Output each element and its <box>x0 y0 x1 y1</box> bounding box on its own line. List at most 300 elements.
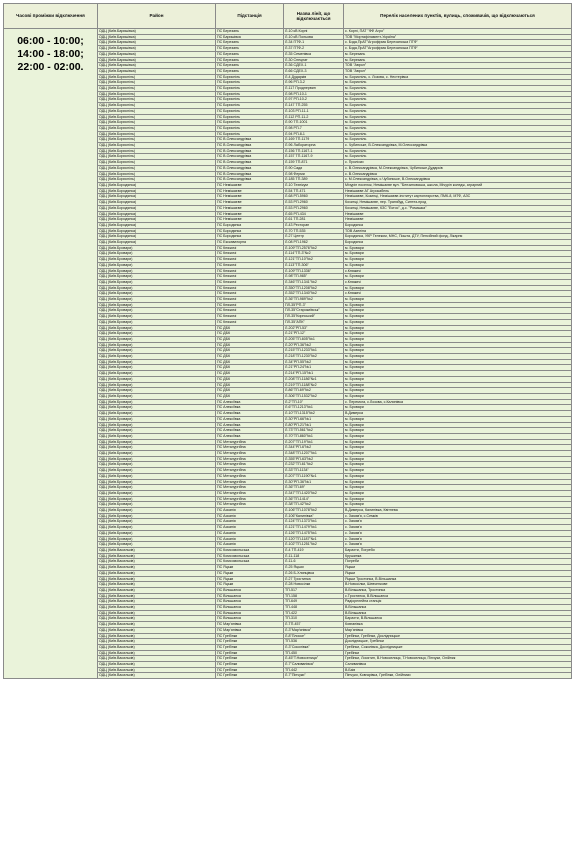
cell-district: ОДЦ (Київ.Бориспіль) <box>98 103 216 109</box>
cell-district: ОДЦ (Київ.Бровари) <box>98 268 216 274</box>
cell-list: м. Бориспіль <box>344 97 572 103</box>
cell-line: Л-90 ТП-1001 <box>284 120 344 126</box>
cell-substation: ПС Асканія <box>216 513 284 519</box>
cell-list: м. Бровари <box>344 302 572 308</box>
cell-line: Л-36"ТП-69" <box>284 485 344 491</box>
cell-substation: ПС Асканія <box>216 519 284 525</box>
cell-district: ОДЦ (Київ.Бориспіль) <box>98 137 216 143</box>
outage-schedule <box>3 3 571 679</box>
cell-substation: ПС Княжичі <box>216 245 284 251</box>
cell-line: ПЛ-35"Кирпський" <box>284 314 344 320</box>
cell-line: Л-347"ТП-1420"№2 <box>284 490 344 496</box>
cell-district: ОДЦ (Київ.Бровари) <box>98 308 216 314</box>
cell-list: м. Бориспіль <box>344 125 572 131</box>
cell-substation: ПС Бориспіль <box>216 80 284 86</box>
cell-district: ОДЦ (Київ.Бориспіль) <box>98 165 216 171</box>
cell-list: м. Бровари <box>344 336 572 342</box>
cell-district: ОДЦ (Київ.Бровари) <box>98 285 216 291</box>
cell-district: ОДЦ (Київ.Бровари) <box>98 502 216 508</box>
cell-list: м. Бориспіль <box>344 120 572 126</box>
cell-line: Л-11-118 <box>284 553 344 559</box>
cell-substation: ПС Немішаєве <box>216 217 284 223</box>
cell-line: Л-106"Калинівка" <box>284 513 344 519</box>
cell-substation: ПС Немішаєве <box>216 211 284 217</box>
cell-line: Л-10 кВ Польова <box>284 34 344 40</box>
cell-line: Л-218"ТП-1230"№2 <box>284 354 344 360</box>
cell-list: м. Бровари <box>344 479 572 485</box>
cell-list: с. Бзда,ПрАТ"Агрофірма Березанська ПТФ" <box>344 40 572 46</box>
cell-district: ОДЦ (Київ.Васильків) <box>98 622 216 628</box>
cell-line: Л-103 РП-11-1 <box>284 108 344 114</box>
cell-list: Гребінки, Гребінки, Дослідницьке <box>344 633 572 639</box>
cell-district: ОДЦ (Київ.Бориспіль) <box>98 80 216 86</box>
cell-list: м. Бровари <box>344 382 572 388</box>
cell-line: Л-215"ТП-1233"№1 <box>284 348 344 354</box>
cell-line: Л-4 Дударків <box>284 74 344 80</box>
cell-substation: ПС ДБК <box>216 382 284 388</box>
cell-substation: ПС Металургійна <box>216 445 284 451</box>
cell-list: Мічурін поселок, Немішаєве вул. "Бензиновська, школа, Мічурін коледж, аграрний <box>344 182 572 188</box>
cell-line: Л-109"ТП-1336" <box>284 268 344 274</box>
cell-list: с. Зазим'я, с.Семків <box>344 513 572 519</box>
cell-substation: ПС Княжичі <box>216 279 284 285</box>
cell-line: Л-70 ТП-535 <box>284 228 344 234</box>
cell-district: ОДЦ (Київ.Бориспіль) <box>98 108 216 114</box>
cell-list: В.Бзів <box>344 667 572 673</box>
cell-district: ОДЦ (Київ.Васильків) <box>98 627 216 633</box>
cell-substation: ПС Княжичі <box>216 251 284 257</box>
cell-list: м. Бровари <box>344 473 572 479</box>
cell-line: ТП-448 <box>284 605 344 611</box>
header-row <box>4 4 572 29</box>
cell-line: Л-106"ТП-1078"№2 <box>284 508 344 514</box>
cell-district: ОДЦ (Київ.Бровари) <box>98 525 216 531</box>
header-list: Перелік населених пунктів, вулиць, споживачів, що відключаються <box>344 4 572 29</box>
cell-line: Л-205"ТП-605"№1 <box>284 336 344 342</box>
cell-district: ОДЦ (Київ.Бровари) <box>98 348 216 354</box>
cell-list: Барахти, В.Вільшанка <box>344 616 572 622</box>
cell-district: ОДЦ (Київ.Баришівка) <box>98 29 216 35</box>
cell-district: ОДЦ (Київ.Бровари) <box>98 542 216 548</box>
cell-line: Л-27 Центр <box>284 234 344 240</box>
cell-line: Л-96 РП-3-2 <box>284 80 344 86</box>
cell-list: с. Зазим'я <box>344 536 572 542</box>
cell-line: Л-6"ТП-1213"№1 <box>284 405 344 411</box>
cell-line: Л-36"ТП-1414" <box>284 496 344 502</box>
cell-district: ОДЦ (Київ.Васильків) <box>98 644 216 650</box>
cell-substation: ПС Гребінки <box>216 656 284 662</box>
cell-list: м. Бориспіль <box>344 137 572 143</box>
cell-line: Л-43 Ресторан <box>284 222 344 228</box>
cell-substation: ПС Княжичі <box>216 274 284 280</box>
cell-district: ОДЦ (Київ.Бровари) <box>98 411 216 417</box>
time-slot: 22:00 - 02:00. <box>17 61 84 73</box>
cell-list: В.Вільшанка, Тростинка <box>344 587 572 593</box>
cell-line: Л-37 ПТФ-2 <box>284 46 344 52</box>
cell-line: Л-120"ТП-1187"№1 <box>284 536 344 542</box>
cell-district: ОДЦ (Київ.Бровари) <box>98 336 216 342</box>
cell-list: м. Бровари <box>344 342 572 348</box>
table-body <box>4 29 572 679</box>
cell-district: ОДЦ (Київ.Бровари) <box>98 325 216 331</box>
cell-list: Мар'янівка <box>344 627 572 633</box>
cell-district: ОДЦ (Київ.Бровари) <box>98 416 216 422</box>
cell-district: ОДЦ (Київ.Васильків) <box>98 605 216 611</box>
cell-district: ОДЦ (Київ.Васильків) <box>98 673 216 679</box>
cell-substation: ПС Гребінки <box>216 633 284 639</box>
cell-substation: ПС Вільшанка <box>216 599 284 605</box>
cell-line: Л-54 ТП-471 <box>284 188 344 194</box>
cell-district: ОДЦ (Київ.Бориспіль) <box>98 91 216 97</box>
cell-list: м. Бровари <box>344 468 572 474</box>
cell-list: м. Бориспіль <box>344 148 572 154</box>
cell-list: Козинці, Немішаєве, пер. Транзбуд, Синтез-прод <box>344 200 572 206</box>
cell-substation: ПС ДБК <box>216 394 284 400</box>
cell-district: ОДЦ (Київ.Бровари) <box>98 376 216 382</box>
cell-substation: ПС Березань <box>216 63 284 69</box>
cell-line: ТП-517 <box>284 587 344 593</box>
cell-list: м. Бровари <box>344 285 572 291</box>
cell-line: Л-207"ТП-1190"№1 <box>284 473 344 479</box>
cell-substation: ПС Асканія <box>216 525 284 531</box>
cell-line: Л-94 РП-8-1 <box>284 131 344 137</box>
cell-list: Ковганівка <box>344 622 572 628</box>
cell-list: м. Бровари <box>344 496 572 502</box>
cell-district: ОДЦ (Київ.Бородянка) <box>98 188 216 194</box>
cell-line: ПЛ-35"АПК" <box>284 319 344 325</box>
cell-line: Л-66 СДЕХ-3 <box>284 68 344 74</box>
cell-line: ПЛ-35"РП-3" <box>284 302 344 308</box>
cell-district: ОДЦ (Київ.Бровари) <box>98 456 216 462</box>
cell-list: м. Бориспіль <box>344 131 572 137</box>
cell-district: ОДЦ (Київ.Бориспіль) <box>98 143 216 149</box>
cell-district: ОДЦ (Київ.Васильків) <box>98 667 216 673</box>
cell-list: м. Березань <box>344 51 572 57</box>
cell-list: м. Бровари <box>344 451 572 457</box>
cell-substation: ПС Алексіївка <box>216 416 284 422</box>
cell-line: Л-117 Проднервин <box>284 86 344 92</box>
cell-list: м. Бровари <box>344 325 572 331</box>
cell-line: Л-28 Новосілки <box>284 582 344 588</box>
cell-district: ОДЦ (Київ.Бровари) <box>98 245 216 251</box>
cell-substation: ПС Княжичі <box>216 291 284 297</box>
time-slot: 14:00 - 18:00; <box>17 48 84 60</box>
cell-substation: ПС Алексіївка <box>216 411 284 417</box>
cell-line: ТП-158 <box>284 593 344 599</box>
cell-line: Л-10 Технікум <box>284 182 344 188</box>
cell-substation: ПС Березань <box>216 51 284 57</box>
cell-line: Л-102"ТП-1251"№2 <box>284 542 344 548</box>
cell-substation: ПС ДБК <box>216 376 284 382</box>
cell-district: ОДЦ (Київ.Бориспіль) <box>98 160 216 166</box>
cell-substation: ПС ДБК <box>216 365 284 371</box>
cell-substation: ПС Гребінки <box>216 673 284 679</box>
cell-district: ОДЦ (Київ.Бровари) <box>98 451 216 457</box>
cell-line: Л-344"РП-6"№2 <box>284 445 344 451</box>
cell-list: м. Бровари <box>344 456 572 462</box>
cell-list: м. Бровари <box>344 502 572 508</box>
cell-line: Л-20"РП-36"№2 <box>284 342 344 348</box>
cell-line: Л-21"РП-12" <box>284 331 344 337</box>
cell-substation: ПС Вільшанка <box>216 587 284 593</box>
cell-list: В.Вільшанка <box>344 610 572 616</box>
cell-list: м. Бровари <box>344 308 572 314</box>
cell-substation: ПС В.Олександрівка <box>216 160 284 166</box>
cell-list: Немішаєве <box>344 217 572 223</box>
cell-list: м. Бровари <box>344 490 572 496</box>
cell-district: ОДЦ (Київ.Васильків) <box>98 599 216 605</box>
cell-list: м. Бровари <box>344 354 572 360</box>
cell-district: ОДЦ (Київ.Бровари) <box>98 394 216 400</box>
cell-district: ОДЦ (Київ.Бородянка) <box>98 194 216 200</box>
cell-line: Л-53 РП-2960 <box>284 205 344 211</box>
cell-substation: ПС ДБК <box>216 354 284 360</box>
cell-district: ОДЦ (Київ.Бровари) <box>98 342 216 348</box>
cell-list: В.Новосілки, Шевченкове <box>344 582 572 588</box>
cell-line: Л-7"Саливанівка" <box>284 662 344 668</box>
cell-substation: ПС Немішаєве <box>216 188 284 194</box>
cell-list: Гребінки, Лосятин, В.Новоселиця, Т.Новоселиця, Пінчуки, Олійник <box>344 656 572 662</box>
cell-district: ОДЦ (Київ.Бородянка) <box>98 211 216 217</box>
cell-district: ОДЦ (Київ.Васильків) <box>98 616 216 622</box>
cell-line: ТП-310 <box>284 616 344 622</box>
cell-line: Л-156 ТП-1167-1 <box>284 148 344 154</box>
cell-list: с. Проліски <box>344 160 572 166</box>
cell-substation: ПС Гребінки <box>216 644 284 650</box>
cell-substation: ПС Асканія <box>216 508 284 514</box>
cell-substation: ПС В.Олександрівка <box>216 177 284 183</box>
cell-list: м. Бориспіль <box>344 80 572 86</box>
cell-list: Бородянка, УКР Телеком, МНС, Пошта, ДТУ, Пенсійний фонд, Лікарня <box>344 234 572 240</box>
cell-district: ОДЦ (Київ.Васильків) <box>98 547 216 553</box>
cell-substation: ПС Бориспіль <box>216 125 284 131</box>
cell-line: Л-ТП-457 <box>284 622 344 628</box>
cell-line: Л-98"ТП-985" <box>284 274 344 280</box>
cell-list: Крушинка <box>344 553 572 559</box>
cell-list: с.Княжичі <box>344 291 572 297</box>
cell-district: ОДЦ (Київ.Бородянка) <box>98 240 216 246</box>
cell-line: Л-33"ТП-1134" <box>284 468 344 474</box>
cell-district: ОДЦ (Київ.Бориспіль) <box>98 114 216 120</box>
cell-district: ОДЦ (Київ.Бориспіль) <box>98 125 216 131</box>
cell-district: ОДЦ (Київ.Бровари) <box>98 445 216 451</box>
cell-substation: ПС Гребінки <box>216 650 284 656</box>
cell-list: м. Бровари <box>344 331 572 337</box>
cell-district: ОДЦ (Київ.Бровари) <box>98 291 216 297</box>
cell-district: ОДЦ (Київ.Васильків) <box>98 570 216 576</box>
cell-district: ОДЦ (Київ.Бровари) <box>98 530 216 536</box>
cell-line: ТП-649 <box>284 599 344 605</box>
cell-list: м. Бориспіль <box>344 103 572 109</box>
cell-line: Л-70"ТП-860"№1 <box>284 433 344 439</box>
cell-line: Л-114"ТП-3"№2 <box>284 251 344 257</box>
cell-list: с. В.Олександрівка <box>344 171 572 177</box>
cell-line: Л-96 Лабораторна <box>284 143 344 149</box>
cell-list: с. Зазим'я <box>344 542 572 548</box>
cell-line: Л-27 Тростинка <box>284 576 344 582</box>
cell-list: В.Димерка <box>344 411 572 417</box>
cell-substation: ПС Баришівка <box>216 34 284 40</box>
cell-substation: ПС Вільшанка <box>216 605 284 611</box>
cell-line: Л-208"ТП-1186"№1 <box>284 376 344 382</box>
cell-district: ОДЦ (Київ.Бровари) <box>98 439 216 445</box>
cell-substation: ПС Бориспіль <box>216 74 284 80</box>
cell-line: Л-121"ТП-10"№2 <box>284 257 344 263</box>
cell-substation: ПС Княжичі <box>216 314 284 320</box>
cell-substation: ПС В.Олександрівка <box>216 165 284 171</box>
cell-list: м. Бровари <box>344 251 572 257</box>
cell-substation: ПС Мар'янівка <box>216 627 284 633</box>
cell-substation: ПС Асканія <box>216 536 284 542</box>
cell-line: Л-346"ТП-1341"№2 <box>284 279 344 285</box>
cell-district: ОДЦ (Київ.Бровари) <box>98 405 216 411</box>
cell-district: ОДЦ (Київ.Бородянка) <box>98 200 216 206</box>
cell-district: ОДЦ (Київ.Бровари) <box>98 279 216 285</box>
cell-district: ОДЦ (Київ.Бровари) <box>98 331 216 337</box>
cell-line: Л-121"ТП-1479"№1 <box>284 525 344 531</box>
cell-list: с.Княжичі <box>344 279 572 285</box>
cell-district: ОДЦ (Київ.Васильків) <box>98 559 216 565</box>
cell-substation: ПС Металургійна <box>216 439 284 445</box>
cell-line: Л-109"ТП-2576"№2 <box>284 245 344 251</box>
cell-line: Л-214"РП-15"№1 <box>284 371 344 377</box>
cell-line: Л-113"ТП-306" <box>284 262 344 268</box>
cell-district: ОДЦ (Київ.Бориспіль) <box>98 131 216 137</box>
cell-substation: ПС Бориспіль <box>216 97 284 103</box>
cell-line: Л-65 РП-434 <box>284 211 344 217</box>
cell-district: ОДЦ (Київ.Баришівка) <box>98 68 216 74</box>
cell-list: Дослідницьке, Гребінки <box>344 639 572 645</box>
cell-list: м. Бровари <box>344 376 572 382</box>
cell-substation: ПС Бориспіль <box>216 120 284 126</box>
cell-list: с. Зазим'я <box>344 530 572 536</box>
cell-list: ТОВ "Аврол" <box>344 68 572 74</box>
cell-district: ОДЦ (Київ.Бровари) <box>98 496 216 502</box>
cell-list: с. В.Олександрівка, М.Олександрівка, Чубинське,Дударків <box>344 165 572 171</box>
cell-line: Л-80"РП-21"№1 <box>284 422 344 428</box>
cell-district: ОДЦ (Київ.Бориспіль) <box>98 154 216 160</box>
cell-list: с. Зазим'я <box>344 519 572 525</box>
cell-substation: ПС Княжичі <box>216 268 284 274</box>
cell-list: м. Бровари <box>344 445 572 451</box>
cell-substation: ПС Яцьки <box>216 582 284 588</box>
cell-district: ОДЦ (Київ.Васильків) <box>98 553 216 559</box>
cell-list: м. Бровари <box>344 485 572 491</box>
cell-district: ОДЦ (Київ.Баришівка) <box>98 40 216 46</box>
cell-line: Л-08 РП-1962 <box>284 240 344 246</box>
cell-district: ОДЦ (Київ.Бровари) <box>98 314 216 320</box>
cell-substation: ПС Асканія <box>216 530 284 536</box>
cell-line: ПЛ-35"Старокиївськ" <box>284 308 344 314</box>
cell-line: Л-53 РП-2960 <box>284 200 344 206</box>
cell-district: ОДЦ (Київ.Бровари) <box>98 508 216 514</box>
cell-list: Бородянка <box>344 222 572 228</box>
cell-substation: ПС Металургійна <box>216 502 284 508</box>
cell-line: Л-30"РП-66"№1 <box>284 416 344 422</box>
cell-substation: ПС Металургійна <box>216 456 284 462</box>
cell-district: ОДЦ (Київ.Бровари) <box>98 462 216 468</box>
cell-list: ТОВ "Мортафіламент-Україна" <box>344 34 572 40</box>
cell-line: Л-73"ТП-561"№2 <box>284 428 344 434</box>
cell-list: м. Бровари <box>344 462 572 468</box>
cell-district: ОДЦ (Київ.Бориспіль) <box>98 148 216 154</box>
cell-substation: ПС Гребінки <box>216 662 284 668</box>
cell-district: ОДЦ (Київ.Бровари) <box>98 365 216 371</box>
cell-substation: ПС Бориспіль <box>216 114 284 120</box>
cell-list: м. Бровари <box>344 428 572 434</box>
header-substation: Підстанція <box>216 4 284 29</box>
cell-list: Бородянка <box>344 240 572 246</box>
cell-substation: ПС Березань <box>216 57 284 63</box>
cell-district: ОДЦ (Київ.Бровари) <box>98 382 216 388</box>
cell-line: Л-25 Яцьки <box>284 565 344 571</box>
cell-substation: ПС Мар'янівка <box>216 622 284 628</box>
cell-district: ОДЦ (Київ.Васильків) <box>98 662 216 668</box>
cell-substation: ПС Березань <box>216 46 284 52</box>
cell-list: м. Бровари <box>344 371 572 377</box>
cell-line: Л-352"ТП-1340"№2 <box>284 291 344 297</box>
header-line: Назва лінії, що відключається <box>284 4 344 29</box>
cell-list: с. Бзда,ПрАТ"Агрофірма Березанська ПТФ" <box>344 46 572 52</box>
cell-list: м. Бровари <box>344 405 572 411</box>
cell-district: ОДЦ (Київ.Васильків) <box>98 565 216 571</box>
cell-district: ОДЦ (Київ.Баришівка) <box>98 57 216 63</box>
cell-district: ОДЦ (Київ.Васильків) <box>98 650 216 656</box>
cell-district: ОДЦ (Київ.Бориспіль) <box>98 177 216 183</box>
time-slot: 06:00 - 10:00; <box>17 35 84 47</box>
cell-substation: ПС Бориспіль <box>216 108 284 114</box>
cell-list: Гребінки <box>344 650 572 656</box>
cell-line: Л-147 ТП-255 <box>284 103 344 109</box>
cell-substation: ПС В.Олександрівка <box>216 137 284 143</box>
cell-list: Немішаєве <box>344 211 572 217</box>
cell-line: Л-202"РП-53" <box>284 325 344 331</box>
cell-line: Л-10"ТП-1315"№2 <box>284 411 344 417</box>
cell-list: м. Бориспіль, с. Лозова, с. Нестерівка <box>344 74 572 80</box>
cell-list: с.Княжичі <box>344 268 572 274</box>
cell-district: ОДЦ (Київ.Бородянка) <box>98 217 216 223</box>
cell-substation: ПС Бородянка <box>216 234 284 240</box>
cell-district: ОДЦ (Київ.Бородянка) <box>98 205 216 211</box>
cell-line: Л-159 ТП-871 <box>284 160 344 166</box>
cell-list: Немішаєве АГ Агрокабель <box>344 188 572 194</box>
cell-substation: ПС ДБК <box>216 325 284 331</box>
cell-district: ОДЦ (Київ.Бровари) <box>98 490 216 496</box>
cell-list: Саливанівка <box>344 662 572 668</box>
cell-line: Л-219"ТП-1188"№2 <box>284 382 344 388</box>
cell-district: ОДЦ (Київ.Васильків) <box>98 610 216 616</box>
cell-district: ОДЦ (Київ.Бровари) <box>98 274 216 280</box>
cell-line: Л-30"РП-36"№1 <box>284 479 344 485</box>
cell-substation: ПС Княжичі <box>216 302 284 308</box>
cell-substation: ПС Алексіївка <box>216 422 284 428</box>
cell-line: ТП-442 <box>284 667 344 673</box>
cell-line: Л-185 ТП-389 <box>284 177 344 183</box>
cell-list: м. Березань <box>344 57 572 63</box>
cell-substation: ПС В.Олександрівка <box>216 148 284 154</box>
cell-substation: ПС ДБК <box>216 336 284 342</box>
cell-line: Л-38"ТП-42"№2 <box>284 502 344 508</box>
cell-district: ОДЦ (Київ.Бородянка) <box>98 234 216 240</box>
cell-line: Л-98 РП-10-1 <box>284 91 344 97</box>
cell-substation: ПС Алексіївка <box>216 428 284 434</box>
cell-substation: ПС Бориспіль <box>216 103 284 109</box>
cell-district: ОДЦ (Київ.Бровари) <box>98 485 216 491</box>
cell-substation: ПС ДБК <box>216 331 284 337</box>
cell-substation: ПС Бориспіль <box>216 131 284 137</box>
cell-district: ОДЦ (Київ.Бровари) <box>98 251 216 257</box>
cell-district: ОДЦ (Київ.Баришівка) <box>98 63 216 69</box>
